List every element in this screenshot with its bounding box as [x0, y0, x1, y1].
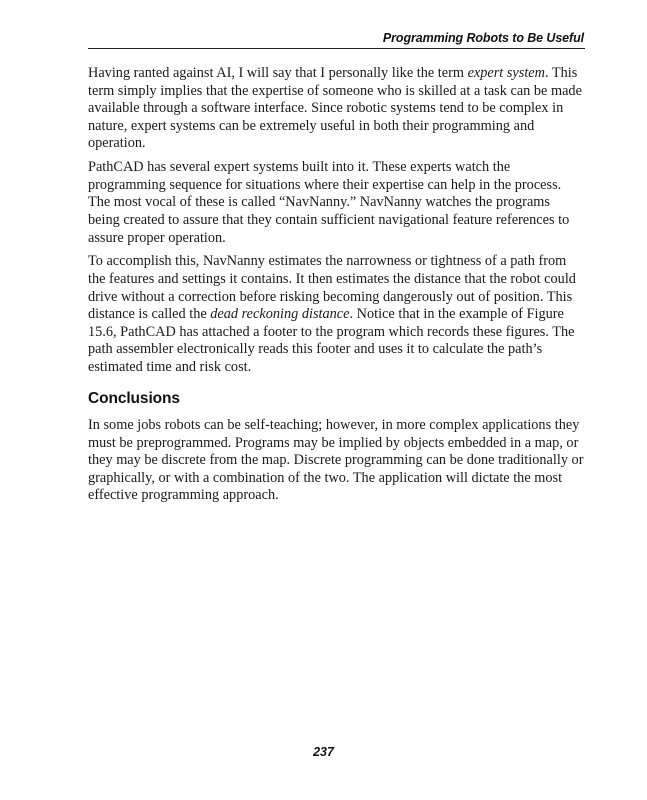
paragraph-expert-systems	[88, 65, 585, 153]
paragraph-text: Having ranted against AI, I will say that I personally like the term	[88, 65, 468, 81]
emphasis-term: dead reckoning distance	[210, 306, 350, 323]
header-rule	[88, 48, 585, 49]
running-header-title: Programming Robots to Be Useful	[382, 31, 584, 45]
paragraph-text: . Notice that in the example of Figure 15.6, PathCAD has attached a footer to the program which records these figures. The path assembler electronically reads this footer and uses it to calculate the path’s estimated time and risk cost.	[88, 306, 575, 375]
paragraph-pathcad-experts: PathCAD has several expert systems built into it. These experts watch the programming sequence for situations where their expertise can help in the process. The most vocal of these is called “NavNanny.” NavNanny watches the programs being created to assure that they contain sufficient navigational feature references to assure proper operation.	[88, 159, 570, 246]
main-text-block	[88, 65, 585, 511]
paragraph-text: . This term simply implies that the expertise of someone who is skilled at a task can be made available through a software interface. Since robotic systems tend to be complex in nature, expert systems can be extremely useful in both their programming and operation.	[88, 65, 582, 152]
emphasis-term: expert system	[467, 65, 545, 81]
section-heading-conclusions: Conclusions	[88, 390, 180, 408]
page-number: 237	[313, 745, 334, 759]
paragraph-text: To accomplish this, NavNanny estimates the narrowness or tightness of a path from the features and settings it contains. It then estimates the distance that the robot could drive without a correction before risking becoming dangerously out of position. This distance is called the	[88, 253, 576, 323]
paragraph-navnanny	[88, 253, 585, 376]
paragraph-conclusions: In some jobs robots can be self-teaching; however, in more complex applications they must be preprogrammed. Programs may be implied by objects embedded in a map, or they may be discrete from the map. Discrete programming can be done traditionally or graphically, or with a combination of the two. The application will dictate the most effective programming approach.	[88, 417, 584, 504]
